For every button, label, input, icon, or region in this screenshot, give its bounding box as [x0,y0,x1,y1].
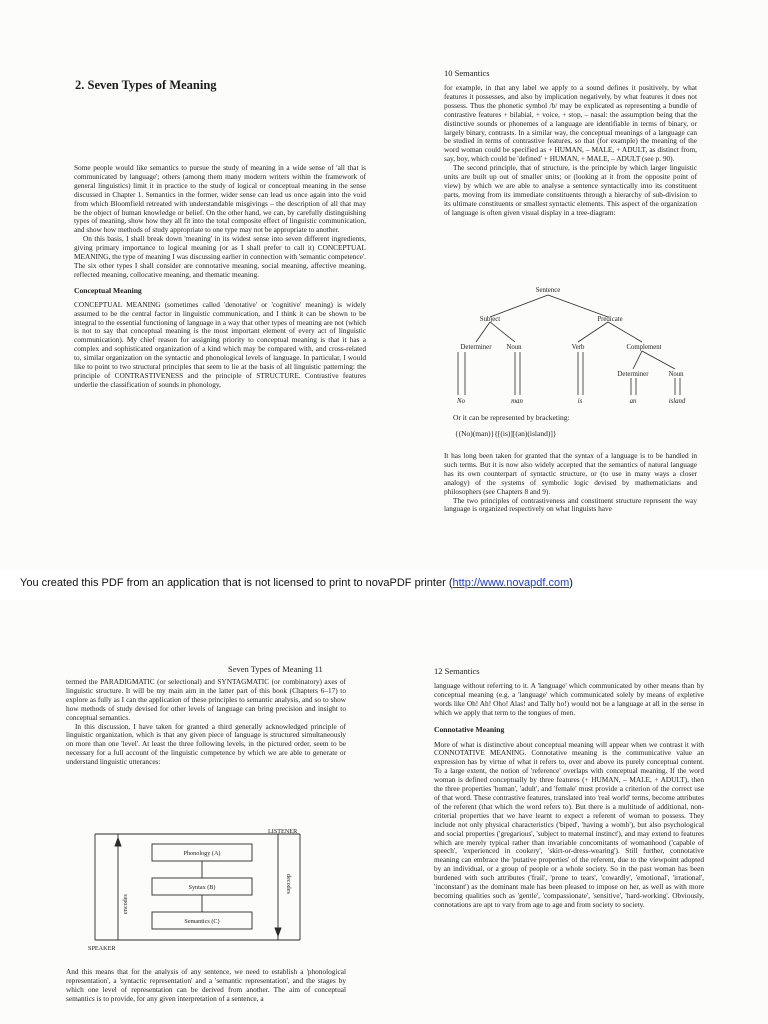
subheading-connotative-meaning: Connotative Meaning [434,724,505,734]
paragraph: CONCEPTUAL MEANING (sometimes called 'denotative' or 'cognitive' meaning) is widely assumed to be the central factor in linguistic communication, and I think it can be shown to be integral to the essential functioning of language in a way that other types of meaning are not (which is not to say that conceptual meaning is the most important element of every act of linguistic communication). My chief reason for assigning priority to conceptual meaning is that it has a complex and sophisticated organization of a kind which may be compared with, and cross-related to, similar organization on the syntactic and phonological levels of language. In particular, I would like to point to two structural principles that seem to lie at the basis of all linguistic patterning: the principle of CONTRASTIVENESS and the principle of STRUCTURE. Contrastive features underlie the classification of sounds in phonology, [74,299,366,389]
tree-node-subject: Subject [479,316,501,323]
paragraph: In this discussion, I have taken for granted a third generally acknowledged principle of linguistic organization, which is that any given piece of language is structured simultaneously on more than one 'level'. At least the three following levels, in the pictured order, seem to be necessary for a full account of the linguistic competence by which we are able to generate or understand linguistic utterances: [66,721,346,767]
tree-node-sentence: Sentence [535,287,561,294]
right-column-top-continued [444,452,697,514]
novapdf-link[interactable]: http://www.novapdf.com [452,577,570,589]
left-column-bottom [66,678,346,767]
tree-leaf-word: No [457,398,465,405]
paragraph: And this means that for the analysis of any sentence, we need to establish a 'phonological representation', a 'syntactic representation' and a 'semantic representation', and the stages by which one level of representation can be derived from another. The aim of conceptual semantics is to provide, for any given interpretation of a sentence, a [66,967,346,1003]
decodes-label: decodes [285,874,292,894]
paragraph: language without referring to it. A 'language' which communicated by other means than by conceptual meaning (e.g. a 'language' which communicated solely by means of expletive words like Oh! Ah! Oho! Alas! and Tally ho!) would not be a language at all in the sense in which we apply that term to the tongues of men. [434,681,704,717]
left-column-bottom-continued [66,968,346,1004]
paragraph: On this basis, I shall break down 'meaning' in its widest sense into seven different ingredients, giving primary importance to logical meaning (or as I shall prefer to call it) CONCEPTUAL MEANING, the type of meaning I was discussing earlier in connection with 'semantic competence'. The six other types I shall consider are connotative meaning, social meaning, affective meaning, reflected meaning, collocative meaning, and thematic meaning. [74,234,366,279]
bracketing-notation: {(No)(man)}{[(is)][(an)(island)]} [455,429,557,438]
listener-label: LISTENER [268,828,298,835]
subheading-conceptual-meaning: Conceptual Meaning [74,285,142,295]
tree-leaf-word: is [577,398,583,405]
paragraph: More of what is distinctive about conceptual meaning will appear when we contrast it with CONNOTATIVE MEANING. Connotative meaning is the communicative value an expression has by virtue of what it refers to, over and above its purely conceptual content. To a large extent, the notion of 'reference' overlaps with conceptual meaning. If the word woman is defined conceptually by three features (+ HUMAN, – MALE, + ADULT), then the three properties 'human', 'adult', and 'female' must provide a criterion of the correct use of that word. These contrastive features, translated into 'real world' terms, become attributes of the referent (that which the word refers to). But there is a multitude of additional, non-criterial properties that we have learnt to expect a referent of woman to possess. They include not only physical characteristics ('biped', 'having a womb'), but also psychological and social properties ('gregarious', 'subject to maternal instinct'), and may extend to features which are merely typical rather than invariable concomitants of womanhood ('capable of speech', 'experienced in cookery', 'skirt-or-dress-wearing'). Still further, connotative meaning can embrace the 'putative properties' of the referent, due to the viewpoint adopted by an individual, or a group of people or a whole society. So in the past woman has been burdened with such attributes ('frail', 'prone to tears', 'cowardly', 'emotional', 'irrational', 'inconstant') as the dominant male has been pleased to impose on her, as well as with more becoming qualities such as 'gentle', 'compassionate', 'sensitive', 'hard-working'. Obviously, connotations are apt to vary from age to age and from society to society. [434,739,704,909]
paragraph: It has long been taken for granted that the syntax of a language is to be handled in such terms. But it is now also widely accepted that the semantics of natural language has its own counterpart of syntactic structure, or (to use in many ways a closer analogy) of the systems of symbolic logic devised by mathematicians and philosophers (see Chapters 8 and 9). [444,451,697,496]
tree-node-verb: Verb [571,344,585,351]
paragraph: Some people would like semantics to pursue the study of meaning in a wide sense of 'all that is communicated by language'; others (among them many modern writers within the framework of general linguistics) limit it in practice to the study of logical or conceptual meaning in the sense discussed in Chapter 1. Semantics in the former, wider sense can lead us once again into the void from which Bloomfield retreated with understandable misgivings – the description of all that may be the object of human knowledge or belief. On the other hand, we can, by carefully distinguishing types of meaning, show how they all fit into the total composite effect of linguistic communication, and show how methods of study appropriate to one type may not be appropriate to another. [74,163,366,235]
levels-diagram [0,822,360,982]
paragraph: The two principles of contrastiveness and constituent structure represent the way language is organized respectively on what linguists have [444,495,697,514]
tree-node-determiner-2: Determiner [617,371,649,378]
paragraph: termed the PARADIGMATIC (or selectional) and SYNTAGMATIC (or combinatory) axes of linguistic structure. It will be my main aim in the latter part of this book (Chapters 6–17) to explore as fully as I can the application of these principles to semantic analysis, and so to show how methods of study devised for other levels of language can bring precision and insight to conceptual semantics. [66,677,346,722]
level-syntax: Syntax (B) [188,884,216,891]
tree-node-predicate: Predicate [597,316,623,323]
running-head: Seven Types of Meaning 11 [228,664,323,674]
level-phonology: Phonology (A) [183,850,221,857]
tree-node-complement: Complement [626,344,662,351]
tree-leaf-word: man [511,398,523,405]
tree-leaf-word: an [629,398,637,405]
tree-node-determiner: Determiner [460,344,492,351]
speaker-label: SPEAKER [88,945,116,952]
paragraph: for example, in that any label we apply to a sound defines it positively, by what features it possesses, and also by implication negatively, by what features it does not possess. Thus the phonetic symbol /b/ may be explicated as representing a bundle of contrastive features + bilabial, + voice, + stop, – nasal: the assumption being that the distinctive sounds or phonemes of a language are identifiable in terms of binary, or largely binary, contrasts. In a similar way, the conceptual meanings of a language can be studied in terms of contrastive features, so that (for example) the meaning of the word woman could be specified as + HUMAN, – MALE, + ADULT, as distinct from, say, boy, which could be 'defined' + HUMAN, + MALE, – ADULT (see p. 90). [444,83,697,164]
novapdf-notice [20,577,573,589]
tree-node-noun-2: Noun [668,371,684,378]
notice-text: You created this PDF from an application that is not licensed to print to novaPDF printer ( [20,577,453,589]
right-column-bottom [434,682,704,910]
level-semantics: Semantics (C) [184,918,220,925]
encodes-label: encodes [122,894,129,914]
bracketing-intro: Or it can be represented by bracketing: [453,413,570,422]
running-head: 10 Semantics [444,68,490,78]
chapter-title: 2. Seven Types of Meaning [75,78,217,92]
running-head: 12 Semantics [434,666,480,676]
tree-leaf-word: island [668,398,686,405]
bottom-page-spread [0,600,768,1024]
notice-text-end: ) [569,577,573,589]
tree-node-noun: Noun [506,344,522,351]
paragraph: The second principle, that of structure, is the principle by which larger linguistic units are built up out of smaller units; or (looking at it from the opposite point of view) by which we are able to analyse a sentence syntactically into its constituent parts, moving from its immediate constituents through a hierarchy of sub-division to its ultimate constituents or smallest syntactic elements. This aspect of the organization of language is often given visual display in a tree-diagram: [444,163,697,217]
